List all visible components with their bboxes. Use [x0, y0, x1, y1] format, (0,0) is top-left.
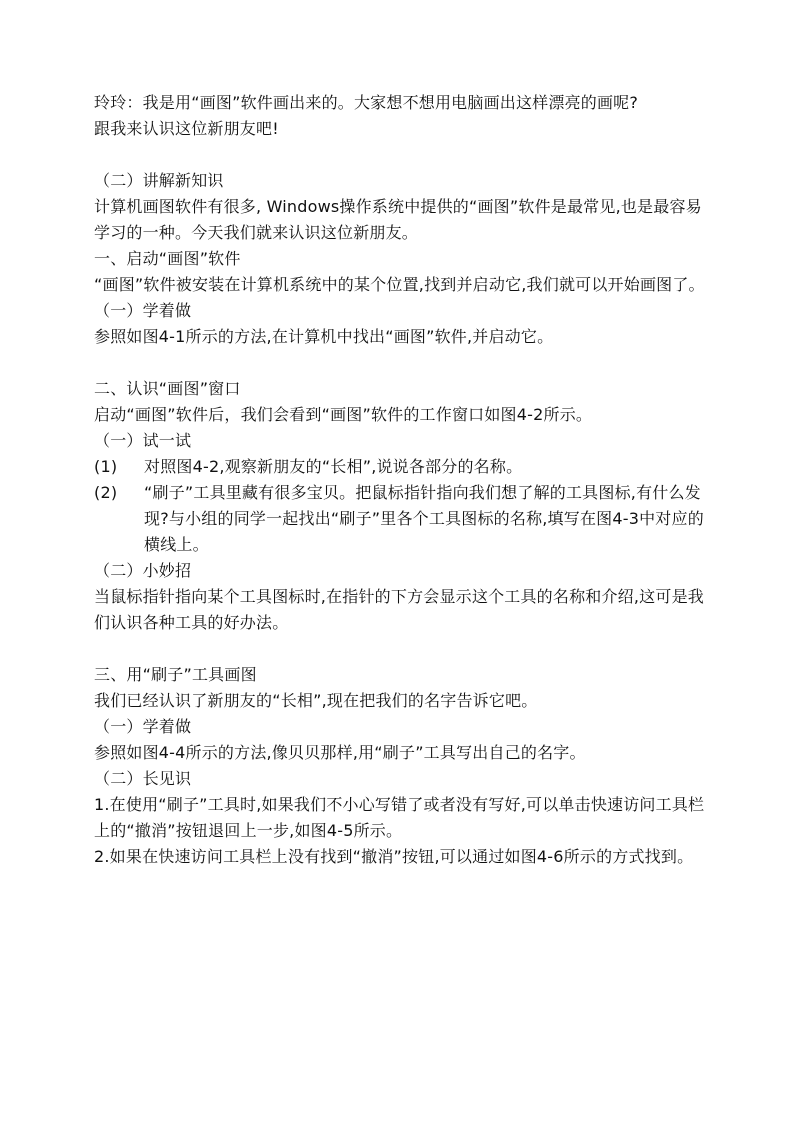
section-heading-new-knowledge: （二）讲解新知识: [94, 171, 224, 190]
heading-brush-drawing: 三、用“刷子”工具画图: [94, 665, 257, 684]
document-body: [94, 90, 714, 870]
paragraph-spacer: [94, 636, 714, 662]
paragraph-find-paint: 参照如图4-1所示的方法,在计算机中找出“画图”软件,并启动它。: [94, 327, 554, 346]
paragraph-tip: 当鼠标指针指向某个工具图标时,在指针的下方会显示这个工具的名称和介绍,这可是我们认识各种工具的好办法。: [94, 587, 704, 632]
subheading-learn-by-doing-2: （一）学着做: [94, 717, 192, 736]
subheading-tip: （二）小妙招: [94, 561, 192, 580]
intro-invitation: 跟我来认识这位新朋友吧!: [94, 119, 279, 138]
subheading-try-it: （一）试一试: [94, 431, 192, 450]
paragraph-spacer: [94, 350, 714, 376]
list-item: [94, 480, 714, 558]
list-item: [94, 454, 714, 480]
heading-start-paint: 一、启动“画图”软件: [94, 249, 241, 268]
paragraph-spacer: [94, 142, 714, 168]
paragraph-start-paint: “画图”软件被安装在计算机系统中的某个位置,找到并启动它,我们就可以开始画图了。: [94, 275, 705, 294]
intro-paragraph: 玲玲：我是用“画图”软件画出来的。大家想不想用电脑画出这样漂亮的画呢?: [94, 93, 639, 112]
list-item-number: (1): [94, 457, 118, 476]
subheading-extra-knowledge: （二）长见识: [94, 769, 192, 788]
heading-know-window: 二、认识“画图”窗口: [94, 379, 241, 398]
paragraph-undo-2: 2.如果在快速访问工具栏上没有找到“撤消”按钮,可以通过如图4-6所示的方式找到。: [94, 847, 694, 866]
paragraph-write-name: 参照如图4-4所示的方法,像贝贝那样,用“刷子”工具写出自己的名字。: [94, 743, 586, 762]
subheading-learn-by-doing-1: （一）学着做: [94, 301, 192, 320]
list-item-number: (2): [94, 483, 118, 502]
paragraph-undo-1: 1.在使用“刷子”工具时,如果我们不小心写错了或者没有写好,可以单击快速访问工具栏上的“撤消”按钮退回上一步,如图4-5所示。: [94, 795, 705, 840]
paragraph-window-intro: 启动“画图”软件后，我们会看到“画图”软件的工作窗口如图4-2所示。: [94, 405, 593, 424]
list-item-text: “刷子”工具里藏有很多宝贝。把鼠标指针指向我们想了解的工具图标,有什么发现?与小组的同学一起找出“刷子”里各个工具图标的名称,填写在图4-3中对应的横线上。: [144, 483, 704, 554]
list-item-text: 对照图4-2,观察新朋友的“长相”,说说各部分的名称。: [144, 457, 523, 476]
paragraph-brush-intro: 我们已经认识了新朋友的“长相”,现在把我们的名字告诉它吧。: [94, 691, 538, 710]
paragraph-paint-overview: 计算机画图软件有很多, Windows操作系统中提供的“画图”软件是最常见,也是最容易学习的一种。今天我们就来认识这位新朋友。: [94, 197, 702, 242]
